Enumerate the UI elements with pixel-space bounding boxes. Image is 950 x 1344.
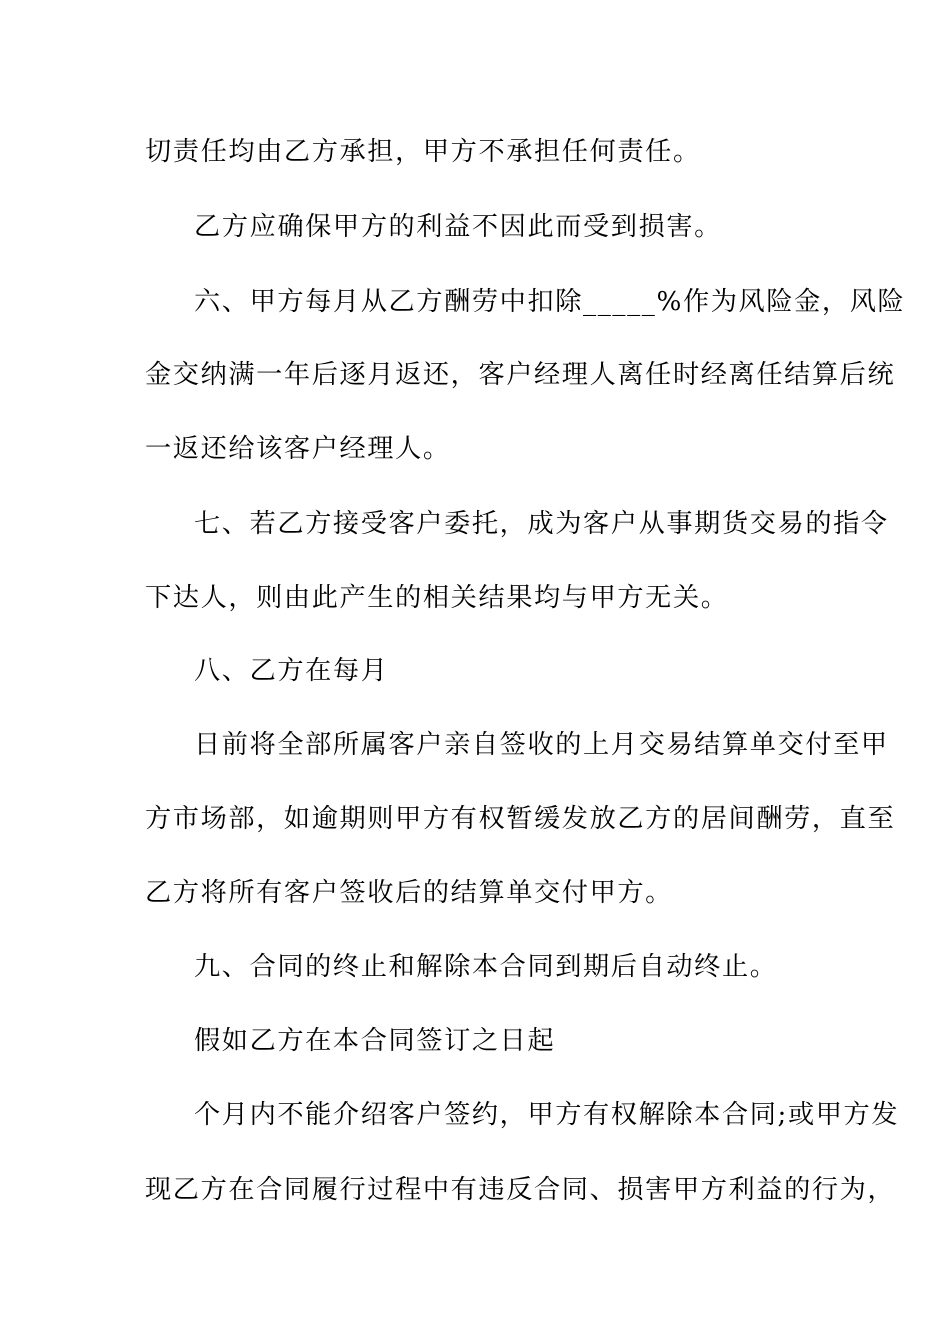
- paragraph-line: 方市场部，如逾期则甲方有权暂缓发放乙方的居间酬劳，直至: [145, 804, 896, 834]
- paragraph-line: 九、合同的终止和解除本合同到期后自动终止。: [194, 952, 778, 982]
- paragraph-line: 假如乙方在本合同签订之日起: [194, 1026, 556, 1056]
- paragraph-line: 金交纳满一年后逐月返还，客户经理人离任时经离任结算后统: [145, 360, 896, 390]
- paragraph-line: 日前将全部所属客户亲自签收的上月交易结算单交付至甲: [194, 730, 889, 760]
- paragraph-line: 七、若乙方接受客户委托，成为客户从事期货交易的指令: [194, 509, 889, 539]
- paragraph-line: 乙方应确保甲方的利益不因此而受到损害。: [194, 212, 722, 242]
- paragraph-line: 乙方将所有客户签收后的结算单交付甲方。: [145, 878, 673, 908]
- paragraph-line: 现乙方在合同履行过程中有违反合同、损害甲方利益的行为，: [145, 1175, 896, 1205]
- paragraph-line: 下达人，则由此产生的相关结果均与甲方无关。: [145, 583, 729, 613]
- paragraph-line: 个月内不能介绍客户签约，甲方有权解除本合同;或甲方发: [194, 1100, 900, 1130]
- paragraph-line: 一返还给该客户经理人。: [145, 434, 451, 464]
- paragraph-line: 切责任均由乙方承担，甲方不承担任何责任。: [145, 137, 701, 167]
- paragraph-line: 六、甲方每月从乙方酬劳中扣除_____%作为风险金，风险: [194, 287, 906, 317]
- paragraph-line: 八、乙方在每月: [194, 656, 389, 686]
